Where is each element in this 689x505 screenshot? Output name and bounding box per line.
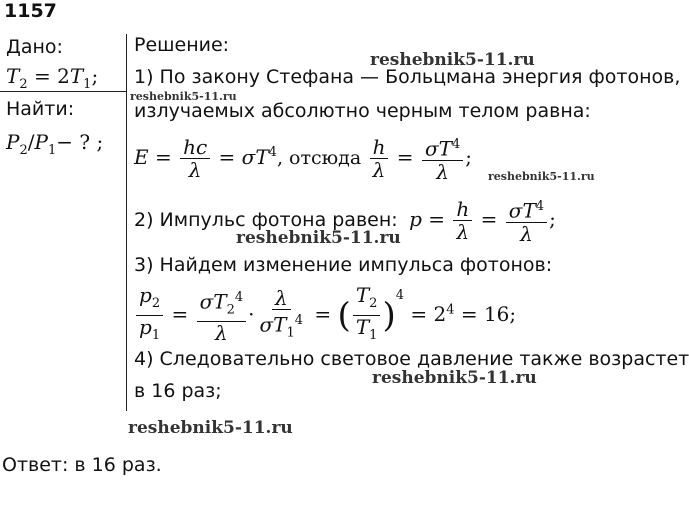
watermark: reshebnik5-11.ru [370,50,535,70]
formula-ratio: $\frac{p_2}{p_1}$ = $\frac{\sigma T_2^4}{\lambda}$ · $\frac{\lambda}{\sigma T_1^4}$ = ( $\frac{T_2}{T_1}$ )$^4 = 2^4 = 16$; [134,284,516,347]
column-divider [126,34,127,411]
step1-word: , отсюда [276,146,362,169]
watermark: reshebnik5-11.ru [372,368,537,388]
given-formula: $T_2 = 2T_1$; [6,64,99,92]
solution-heading: Решение: [134,34,230,56]
watermark: reshebnik5-11.ru [236,228,401,248]
find-label: Найти: [6,98,75,120]
given-label: Дано: [6,36,63,58]
step1-line2: излучаемых абсолютно черным телом равна: [134,100,591,122]
problem-number: 1157 [4,0,57,22]
watermark: reshebnik5-11.ru [488,170,595,183]
step4-line1: 4) Следовательно световое давление также возрастет [134,348,689,370]
step2-text: 2) Импульс фотона равен: [134,208,398,231]
watermark: reshebnik5-11.ru [128,418,293,438]
step3-text: 3) Найдем изменение импульса фотонов: [134,254,553,276]
step4-line2: в 16 раз; [134,380,222,402]
watermark: reshebnik5-11.ru [130,90,237,103]
formula-energy: E = $\frac{hc}{\lambda}$ = $\sigma T^4$, отсюда $\frac{h}{\lambda}$ = $\frac{\sigma T^4}{\lambda}$ ; [134,134,472,184]
answer: Ответ: в 16 раз. [2,454,162,476]
find-formula: $P_2/P_1-$ ? ; [6,130,104,158]
formula-momentum: p = $\frac{h}{\lambda}$ = $\frac{\sigma T^4}{\lambda}$ ; [402,196,556,246]
step1-line1: 1) По закону Стефана — Больцмана энергия фотонов, [134,66,681,88]
